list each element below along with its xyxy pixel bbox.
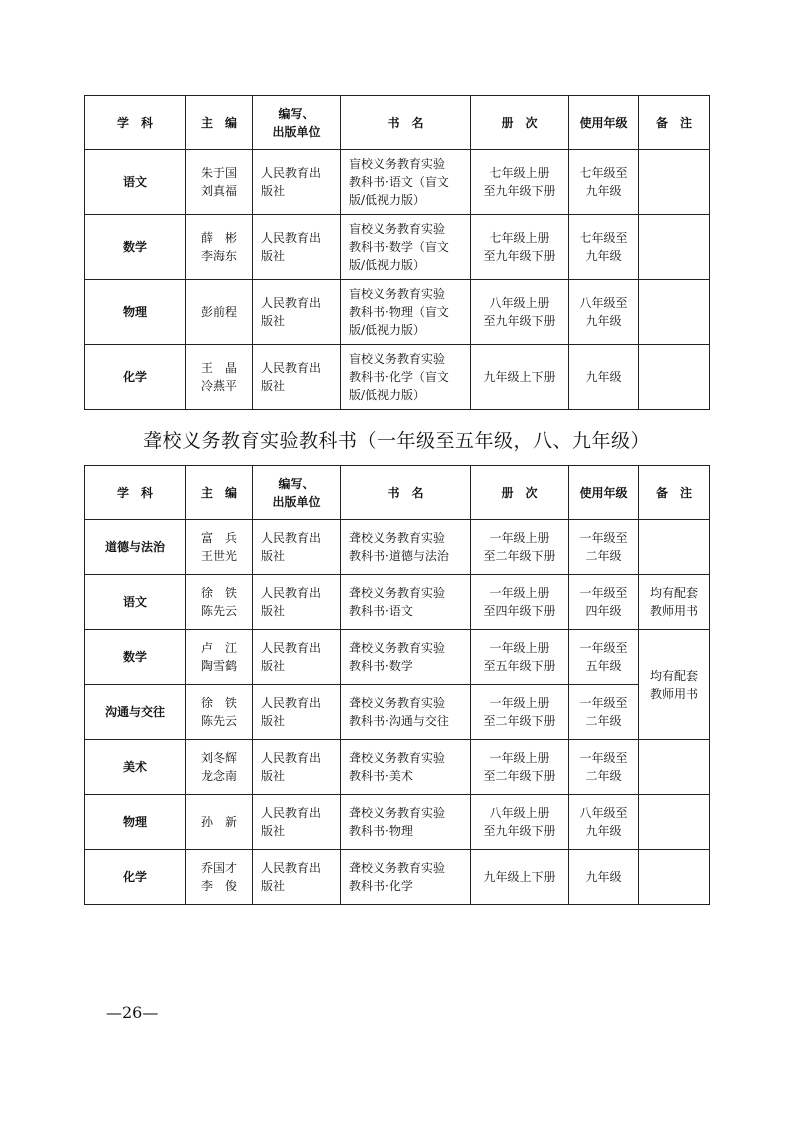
title-cell: 聋校义务教育实验 教科书·物理 <box>341 795 471 850</box>
volumes-cell: 七年级上册 至九年级下册 <box>471 150 569 215</box>
grade-cell: 七年级至 九年级 <box>569 215 639 280</box>
editor-cell: 彭前程 <box>186 280 253 345</box>
table-header-row <box>85 96 710 150</box>
grade-cell: 七年级至 九年级 <box>569 150 639 215</box>
notes-cell <box>639 280 710 345</box>
editor-cell: 薛 彬 李海东 <box>186 215 253 280</box>
table-row <box>85 150 710 215</box>
title-cell: 聋校义务教育实验 教科书·化学 <box>341 850 471 905</box>
volumes-cell: 八年级上册 至九年级下册 <box>471 280 569 345</box>
editor-cell: 孙 新 <box>186 795 253 850</box>
publisher-cell: 人民教育出 版社 <box>253 630 341 685</box>
subject-cell: 道德与法治 <box>85 520 186 575</box>
subject-cell: 数学 <box>85 215 186 280</box>
publisher-cell: 人民教育出 版社 <box>253 575 341 630</box>
grade-cell: 一年级至 二年级 <box>569 685 639 740</box>
header-notes: 备 注 <box>639 96 710 150</box>
page-number: —26— <box>106 1003 159 1022</box>
title-cell: 聋校义务教育实验 教科书·沟通与交往 <box>341 685 471 740</box>
subject-cell: 物理 <box>85 795 186 850</box>
title-cell: 聋校义务教育实验 教科书·美术 <box>341 740 471 795</box>
volumes-cell: 一年级上册 至四年级下册 <box>471 575 569 630</box>
subject-cell: 化学 <box>85 345 186 410</box>
subject-cell: 化学 <box>85 850 186 905</box>
publisher-cell: 人民教育出 版社 <box>253 345 341 410</box>
title-cell: 盲校义务教育实验 教科书·语文（盲文 版/低视力版） <box>341 150 471 215</box>
publisher-cell: 人民教育出 版社 <box>253 215 341 280</box>
publisher-cell: 人民教育出 版社 <box>253 280 341 345</box>
header-volumes: 册 次 <box>471 96 569 150</box>
table-row <box>85 280 710 345</box>
table-row <box>85 520 710 575</box>
grade-cell: 一年级至 五年级 <box>569 630 639 685</box>
volumes-cell: 七年级上册 至九年级下册 <box>471 215 569 280</box>
title-cell: 盲校义务教育实验 教科书·数学（盲文 版/低视力版） <box>341 215 471 280</box>
grade-cell: 九年级 <box>569 850 639 905</box>
subject-cell: 语文 <box>85 575 186 630</box>
subject-cell: 语文 <box>85 150 186 215</box>
volumes-cell: 一年级上册 至五年级下册 <box>471 630 569 685</box>
editor-cell: 徐 铁 陈先云 <box>186 685 253 740</box>
header-publisher: 编写、 出版单位 <box>253 466 341 520</box>
title-cell: 聋校义务教育实验 教科书·语文 <box>341 575 471 630</box>
notes-cell <box>639 150 710 215</box>
header-title: 书 名 <box>341 466 471 520</box>
table-row <box>85 795 710 850</box>
grade-cell: 一年级至 二年级 <box>569 520 639 575</box>
editor-cell: 刘冬辉 龙念南 <box>186 740 253 795</box>
notes-cell <box>639 215 710 280</box>
title-cell: 盲校义务教育实验 教科书·物理（盲文 版/低视力版） <box>341 280 471 345</box>
volumes-cell: 八年级上册 至九年级下册 <box>471 795 569 850</box>
volumes-cell: 一年级上册 至二年级下册 <box>471 740 569 795</box>
subject-cell: 数学 <box>85 630 186 685</box>
header-subject: 学 科 <box>85 466 186 520</box>
volumes-cell: 九年级上下册 <box>471 345 569 410</box>
header-editor: 主 编 <box>186 96 253 150</box>
table-row <box>85 630 710 685</box>
header-grade: 使用年级 <box>569 466 639 520</box>
header-subject: 学 科 <box>85 96 186 150</box>
editor-cell: 卢 江 陶雪鹤 <box>186 630 253 685</box>
publisher-cell: 人民教育出 版社 <box>253 520 341 575</box>
table-row <box>85 850 710 905</box>
editor-cell: 朱于国 刘真福 <box>186 150 253 215</box>
notes-cell-merged: 均有配套 教师用书 <box>639 630 710 740</box>
notes-cell <box>639 345 710 410</box>
blind-school-textbook-table <box>84 95 710 410</box>
title-cell: 聋校义务教育实验 教科书·道德与法治 <box>341 520 471 575</box>
editor-cell: 富 兵 王世光 <box>186 520 253 575</box>
publisher-cell: 人民教育出 版社 <box>253 150 341 215</box>
table-row <box>85 685 710 740</box>
subject-cell: 美术 <box>85 740 186 795</box>
table-row <box>85 345 710 410</box>
header-grade: 使用年级 <box>569 96 639 150</box>
editor-cell: 王 晶 冷燕平 <box>186 345 253 410</box>
header-publisher: 编写、 出版单位 <box>253 96 341 150</box>
editor-cell: 徐 铁 陈先云 <box>186 575 253 630</box>
notes-cell <box>639 850 710 905</box>
editor-cell: 乔国才 李 俊 <box>186 850 253 905</box>
section-title: 聋校义务教育实验教科书（一年级至五年级，八、九年级） <box>142 430 650 452</box>
grade-cell: 一年级至 二年级 <box>569 740 639 795</box>
publisher-cell: 人民教育出 版社 <box>253 740 341 795</box>
grade-cell: 九年级 <box>569 345 639 410</box>
grade-cell: 八年级至 九年级 <box>569 795 639 850</box>
notes-cell <box>639 795 710 850</box>
grade-cell: 一年级至 四年级 <box>569 575 639 630</box>
title-cell: 聋校义务教育实验 教科书·数学 <box>341 630 471 685</box>
header-notes: 备 注 <box>639 466 710 520</box>
header-editor: 主 编 <box>186 466 253 520</box>
volumes-cell: 九年级上下册 <box>471 850 569 905</box>
header-title: 书 名 <box>341 96 471 150</box>
subject-cell: 沟通与交往 <box>85 685 186 740</box>
table-row <box>85 575 710 630</box>
deaf-school-textbook-table <box>84 465 710 905</box>
header-volumes: 册 次 <box>471 466 569 520</box>
publisher-cell: 人民教育出 版社 <box>253 850 341 905</box>
table-row <box>85 215 710 280</box>
table-header-row <box>85 466 710 520</box>
publisher-cell: 人民教育出 版社 <box>253 795 341 850</box>
volumes-cell: 一年级上册 至二年级下册 <box>471 685 569 740</box>
grade-cell: 八年级至 九年级 <box>569 280 639 345</box>
subject-cell: 物理 <box>85 280 186 345</box>
notes-cell: 均有配套 教师用书 <box>639 575 710 630</box>
volumes-cell: 一年级上册 至二年级下册 <box>471 520 569 575</box>
title-cell: 盲校义务教育实验 教科书·化学（盲文 版/低视力版） <box>341 345 471 410</box>
table-row <box>85 740 710 795</box>
notes-cell <box>639 520 710 575</box>
notes-cell <box>639 740 710 795</box>
publisher-cell: 人民教育出 版社 <box>253 685 341 740</box>
